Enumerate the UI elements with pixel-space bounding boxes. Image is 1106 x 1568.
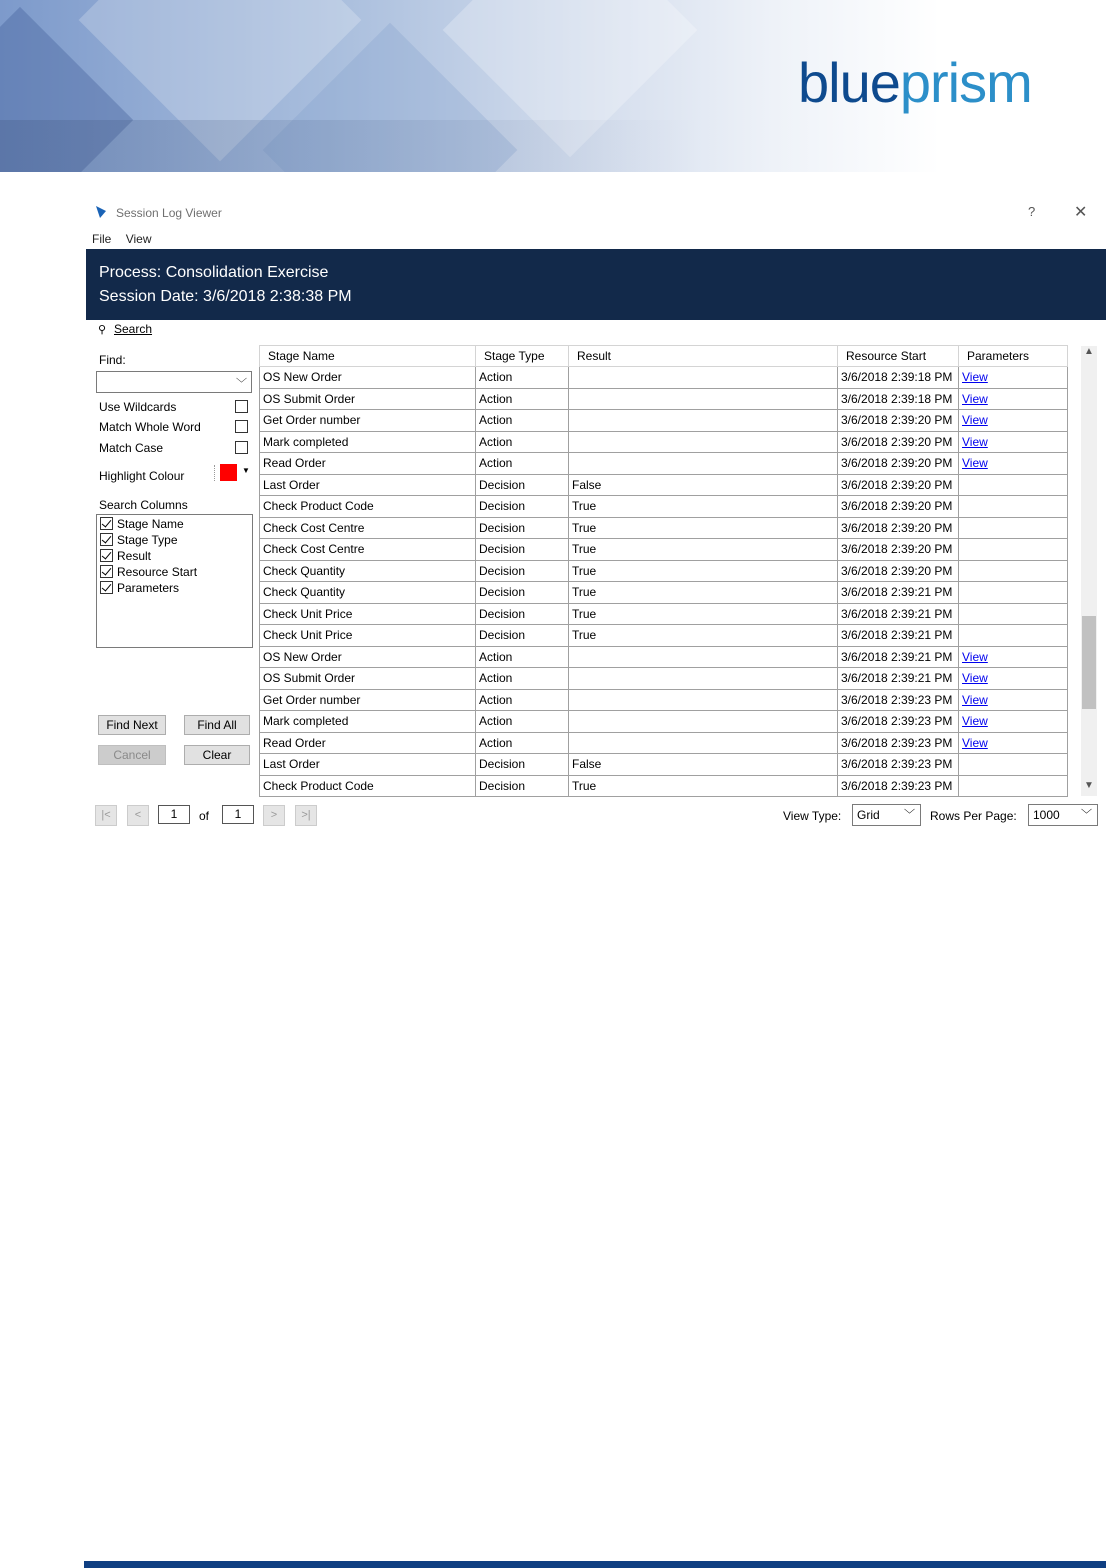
cell-stage-type: Action (476, 367, 569, 389)
table-row[interactable] (260, 410, 1068, 432)
cell-result (569, 711, 838, 733)
cell-parameters[interactable]: View (959, 453, 1068, 475)
cell-resource-start: 3/6/2018 2:39:20 PM (838, 539, 959, 561)
logo-prism: prism (899, 51, 1032, 114)
cell-parameters[interactable]: View (959, 431, 1068, 453)
menu-bar (92, 232, 162, 248)
table-row[interactable] (260, 732, 1068, 754)
cell-stage-name: Mark completed (260, 711, 476, 733)
table-row[interactable] (260, 539, 1068, 561)
cell-stage-name: Mark completed (260, 431, 476, 453)
column-option[interactable] (100, 549, 151, 565)
cancel-button[interactable]: Cancel (98, 745, 166, 765)
cell-stage-name: Check Quantity (260, 560, 476, 582)
blueprism-app-icon (94, 205, 108, 219)
chevron-down-icon: ﹀ (904, 809, 915, 821)
rows-per-page-select[interactable] (1028, 804, 1098, 826)
prev-page-button[interactable]: < (127, 805, 149, 826)
cell-resource-start: 3/6/2018 2:39:20 PM (838, 560, 959, 582)
banner-shade (0, 120, 700, 172)
table-row[interactable] (260, 560, 1068, 582)
cell-parameters[interactable]: View (959, 646, 1068, 668)
cell-parameters (959, 775, 1068, 797)
table-row[interactable] (260, 367, 1068, 389)
column-option[interactable] (100, 565, 197, 581)
table-row[interactable] (260, 517, 1068, 539)
match-whole-word-checkbox[interactable] (235, 420, 248, 433)
grid-header-row (260, 346, 1068, 367)
cell-stage-type: Decision (476, 517, 569, 539)
cell-stage-name: Read Order (260, 732, 476, 754)
cell-parameters (959, 625, 1068, 647)
cell-stage-type: Action (476, 711, 569, 733)
cell-resource-start: 3/6/2018 2:39:20 PM (838, 431, 959, 453)
table-row[interactable] (260, 625, 1068, 647)
blueprism-logo (798, 48, 1032, 118)
table-row[interactable] (260, 603, 1068, 625)
checkbox-checked[interactable] (100, 581, 113, 594)
find-all-button[interactable]: Find All (184, 715, 250, 735)
cell-result: False (569, 754, 838, 776)
cell-parameters[interactable]: View (959, 367, 1068, 389)
current-page-input[interactable]: 1 (158, 805, 190, 824)
rows-per-page-label: Rows Per Page: (930, 809, 1017, 823)
cell-result: True (569, 625, 838, 647)
cell-result: True (569, 517, 838, 539)
highlight-colour-picker[interactable] (214, 463, 252, 483)
column-option[interactable] (100, 581, 179, 597)
cell-result (569, 367, 838, 389)
column-option-label: Stage Type (117, 533, 178, 547)
column-option-label: Resource Start (117, 565, 198, 579)
cell-parameters (959, 560, 1068, 582)
column-header-resource-start[interactable]: Resource Start (838, 346, 959, 367)
window-title: Session Log Viewer (116, 206, 222, 220)
cell-stage-type: Action (476, 732, 569, 754)
checkbox-checked[interactable] (100, 533, 113, 546)
cell-parameters (959, 582, 1068, 604)
cell-result (569, 689, 838, 711)
cell-resource-start: 3/6/2018 2:39:20 PM (838, 410, 959, 432)
cell-resource-start: 3/6/2018 2:39:20 PM (838, 474, 959, 496)
cell-resource-start: 3/6/2018 2:39:21 PM (838, 625, 959, 647)
cell-result (569, 732, 838, 754)
clear-button[interactable]: Clear (184, 745, 250, 765)
cell-stage-name: Read Order (260, 453, 476, 475)
cell-result: True (569, 603, 838, 625)
match-case-label: Match Case (99, 441, 164, 455)
cell-stage-name: Check Cost Centre (260, 517, 476, 539)
cell-resource-start: 3/6/2018 2:39:20 PM (838, 453, 959, 475)
chevron-down-icon: ﹀ (236, 378, 247, 390)
cell-resource-start: 3/6/2018 2:39:18 PM (838, 388, 959, 410)
cell-stage-name: Get Order number (260, 689, 476, 711)
of-label: of (199, 809, 210, 823)
cell-stage-name: OS New Order (260, 367, 476, 389)
view-type-select[interactable] (852, 804, 921, 826)
table-row[interactable] (260, 388, 1068, 410)
colour-swatch (220, 464, 237, 481)
cell-resource-start: 3/6/2018 2:39:23 PM (838, 711, 959, 733)
cell-stage-type: Action (476, 431, 569, 453)
cell-stage-type: Decision (476, 496, 569, 518)
table-row[interactable] (260, 668, 1068, 690)
process-name: Process: Consolidation Exercise (99, 264, 329, 281)
cell-result (569, 388, 838, 410)
cell-resource-start: 3/6/2018 2:39:23 PM (838, 754, 959, 776)
scroll-up-icon[interactable]: ▲ (1084, 346, 1094, 357)
find-input[interactable] (96, 371, 252, 393)
view-type-label: View Type: (783, 809, 842, 823)
binoculars-icon: ⚲ (98, 324, 107, 337)
search-toggle-link[interactable] (98, 322, 152, 336)
cell-stage-name: Last Order (260, 474, 476, 496)
cell-result (569, 668, 838, 690)
cell-parameters (959, 474, 1068, 496)
table-row[interactable] (260, 582, 1068, 604)
cell-resource-start: 3/6/2018 2:39:20 PM (838, 496, 959, 518)
menu-file[interactable]: File (92, 232, 112, 246)
match-case-checkbox[interactable] (235, 441, 248, 454)
cell-stage-type: Decision (476, 560, 569, 582)
cell-result (569, 431, 838, 453)
column-option[interactable] (100, 517, 184, 533)
next-page-button[interactable]: > (263, 805, 285, 826)
table-row[interactable] (260, 711, 1068, 733)
chevron-down-icon: ﹀ (1081, 809, 1092, 821)
checkbox-checked[interactable] (100, 565, 113, 578)
use-wildcards-label: Use Wildcards (99, 400, 177, 414)
cell-result: True (569, 582, 838, 604)
cell-stage-type: Action (476, 410, 569, 432)
cell-resource-start: 3/6/2018 2:39:23 PM (838, 775, 959, 797)
column-option-label: Parameters (117, 581, 180, 595)
cell-resource-start: 3/6/2018 2:39:21 PM (838, 582, 959, 604)
last-page-button[interactable]: >| (295, 805, 317, 826)
cell-stage-name: Last Order (260, 754, 476, 776)
column-header-parameters[interactable]: Parameters (959, 346, 1068, 367)
cell-resource-start: 3/6/2018 2:39:18 PM (838, 367, 959, 389)
scroll-down-icon[interactable]: ▼ (1084, 780, 1094, 791)
cell-stage-type: Decision (476, 625, 569, 647)
session-header (86, 249, 1106, 320)
table-row[interactable] (260, 775, 1068, 797)
cell-parameters[interactable]: View (959, 689, 1068, 711)
title-bar (92, 203, 1102, 223)
column-option-label: Stage Name (117, 517, 184, 531)
table-row[interactable] (260, 689, 1068, 711)
cell-result: True (569, 496, 838, 518)
footer-bar (84, 1561, 1106, 1568)
table-row[interactable] (260, 474, 1068, 496)
cell-resource-start: 3/6/2018 2:39:21 PM (838, 668, 959, 690)
cell-result: False (569, 474, 838, 496)
cell-parameters (959, 517, 1068, 539)
cell-parameters (959, 603, 1068, 625)
cell-resource-start: 3/6/2018 2:39:23 PM (838, 732, 959, 754)
search-columns-list (96, 514, 253, 648)
cell-stage-name: Check Product Code (260, 496, 476, 518)
find-next-button[interactable]: Find Next (98, 715, 166, 735)
cell-stage-name: Check Unit Price (260, 625, 476, 647)
cell-parameters (959, 539, 1068, 561)
cell-result (569, 410, 838, 432)
cell-stage-type: Decision (476, 603, 569, 625)
cell-stage-type: Action (476, 689, 569, 711)
checkbox-checked[interactable] (100, 549, 113, 562)
cell-stage-type: Decision (476, 775, 569, 797)
cell-resource-start: 3/6/2018 2:39:21 PM (838, 646, 959, 668)
menu-view[interactable]: View (125, 232, 152, 246)
first-page-button[interactable]: |< (95, 805, 117, 826)
cell-stage-name: Check Cost Centre (260, 539, 476, 561)
cell-stage-name: Get Order number (260, 410, 476, 432)
column-option-label: Result (117, 549, 152, 563)
cell-parameters[interactable]: View (959, 388, 1068, 410)
find-label: Find: (99, 353, 126, 367)
cell-stage-type: Decision (476, 474, 569, 496)
cell-result (569, 453, 838, 475)
highlight-colour-label: Highlight Colour (99, 469, 185, 483)
checkbox-checked[interactable] (100, 517, 113, 530)
cell-stage-type: Decision (476, 582, 569, 604)
dropdown-arrow-icon: ▼ (242, 466, 250, 475)
cell-stage-name: Check Product Code (260, 775, 476, 797)
grip-icon (214, 465, 217, 481)
view-type-value: Grid (857, 808, 880, 822)
help-icon[interactable]: ? (1028, 204, 1036, 219)
cell-result: True (569, 775, 838, 797)
column-header-stage-name[interactable]: Stage Name (260, 346, 476, 367)
cell-result: True (569, 560, 838, 582)
search-link-label: Search (114, 322, 153, 336)
cell-resource-start: 3/6/2018 2:39:21 PM (838, 603, 959, 625)
cell-stage-type: Action (476, 388, 569, 410)
cell-stage-name: OS New Order (260, 646, 476, 668)
match-whole-word-label: Match Whole Word (99, 420, 201, 434)
cell-parameters (959, 496, 1068, 518)
cell-stage-type: Action (476, 646, 569, 668)
cell-stage-name: Check Quantity (260, 582, 476, 604)
table-row[interactable] (260, 754, 1068, 776)
cell-stage-type: Action (476, 453, 569, 475)
scrollbar-thumb[interactable] (1082, 616, 1096, 709)
cell-resource-start: 3/6/2018 2:39:20 PM (838, 517, 959, 539)
cell-stage-type: Action (476, 668, 569, 690)
search-columns-label: Search Columns (99, 498, 188, 512)
table-row[interactable] (260, 496, 1068, 518)
logo-blue: blue (798, 51, 900, 114)
cell-stage-type: Decision (476, 539, 569, 561)
table-row[interactable] (260, 646, 1068, 668)
session-log-grid (259, 345, 1068, 797)
column-header-stage-type[interactable]: Stage Type (476, 346, 569, 367)
cell-result (569, 646, 838, 668)
cell-parameters (959, 754, 1068, 776)
use-wildcards-checkbox[interactable] (235, 400, 248, 413)
cell-stage-name: OS Submit Order (260, 388, 476, 410)
total-pages-field: 1 (222, 805, 254, 824)
cell-parameters[interactable]: View (959, 668, 1068, 690)
column-header-result[interactable]: Result (569, 346, 838, 367)
rows-per-page-value: 1000 (1033, 808, 1060, 822)
banner (0, 0, 1106, 172)
table-row[interactable] (260, 453, 1068, 475)
cell-parameters[interactable]: View (959, 410, 1068, 432)
cell-parameters[interactable]: View (959, 711, 1068, 733)
table-row[interactable] (260, 431, 1068, 453)
cell-stage-name: Check Unit Price (260, 603, 476, 625)
vertical-scrollbar[interactable] (1081, 346, 1097, 796)
session-date: Session Date: 3/6/2018 2:38:38 PM (99, 288, 352, 305)
cell-resource-start: 3/6/2018 2:39:23 PM (838, 689, 959, 711)
cell-parameters[interactable]: View (959, 732, 1068, 754)
cell-stage-type: Decision (476, 754, 569, 776)
close-icon[interactable]: ✕ (1074, 204, 1088, 221)
column-option[interactable] (100, 533, 178, 549)
cell-stage-name: OS Submit Order (260, 668, 476, 690)
cell-result: True (569, 539, 838, 561)
